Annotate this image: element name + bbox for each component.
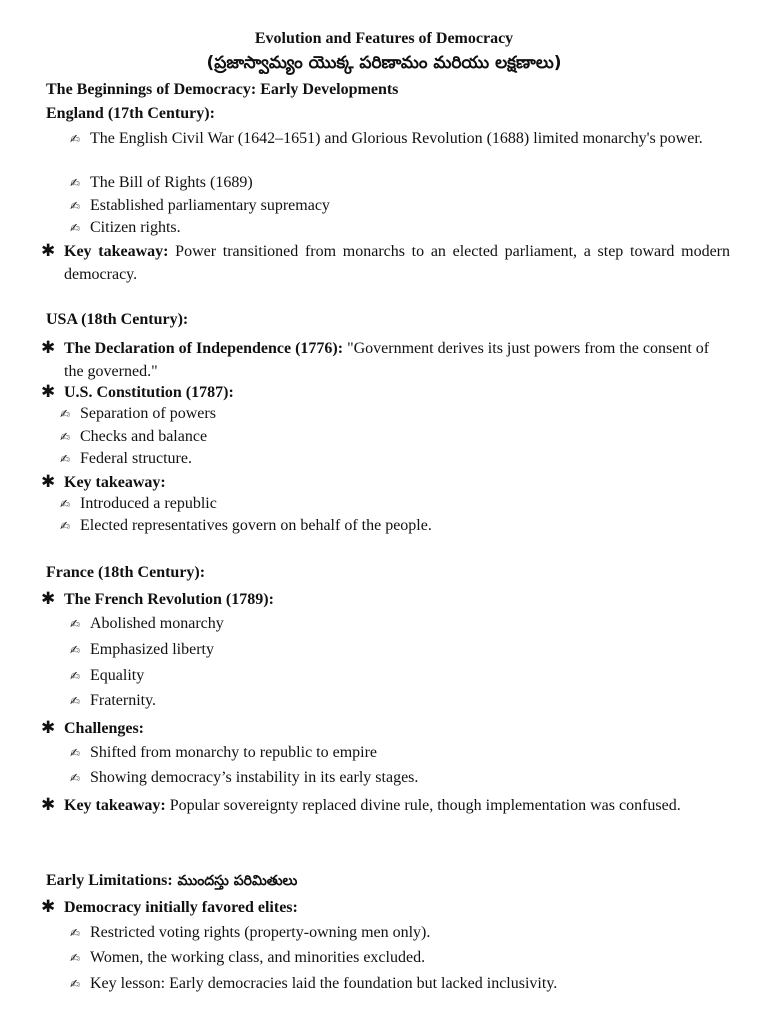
key-takeaway-text: Popular sovereignty replaced divine rule, though implementation was confused. [165,797,681,814]
list-item-text: Fraternity. [90,692,157,709]
list-item [70,128,730,151]
writing-hand-icon: ✍ [70,926,81,940]
list-item [70,922,730,945]
list-item [70,665,730,688]
constitution-label-text: U.S. Constitution (1787): [64,384,234,401]
challenges-label-text: Challenges: [64,720,144,737]
key-takeaway-label: Key takeaway: [64,243,169,260]
declaration-label: The Declaration of Independence (1776): [64,340,344,357]
revolution-label [64,588,730,611]
asterisk-icon: ✱ [41,795,56,815]
list-item [70,947,730,970]
declaration-item [64,337,730,383]
key-takeaway-usa [64,471,730,494]
writing-hand-icon: ✍ [60,519,71,533]
list-item [70,195,730,218]
key-takeaway-label: Key takeaway: [64,797,166,814]
list-item-text: Checks and balance [80,428,208,445]
list-item-text: Equality [90,667,145,684]
list-item-text: Separation of powers [80,405,216,422]
list-item-text: Abolished monarchy [90,615,224,632]
writing-hand-icon: ✍ [70,694,81,708]
writing-hand-icon: ✍ [60,452,71,466]
list-item [70,742,730,765]
writing-hand-icon: ✍ [70,132,81,146]
writing-hand-icon: ✍ [70,977,81,991]
revolution-label-text: The French Revolution (1789): [64,591,274,608]
list-item [60,515,432,538]
key-takeaway-england [64,240,730,286]
writing-hand-icon: ✍ [60,497,71,511]
list-item-text: Citizen rights. [90,219,181,236]
asterisk-icon: ✱ [41,338,56,358]
writing-hand-icon: ✍ [70,643,81,657]
writing-hand-icon: ✍ [70,771,81,785]
writing-hand-icon: ✍ [70,617,81,631]
list-item-text: Elected representatives govern on behalf of the people. [80,517,432,534]
list-item-text: Women, the working class, and minorities excluded. [90,949,426,966]
list-item [70,639,730,662]
asterisk-icon: ✱ [41,472,56,492]
list-item-text: Established parliamentary supremacy [90,197,330,214]
section-heading-limitations-en: Early Limitations: [46,872,173,889]
section-heading-usa: USA (18th Century): [46,311,189,328]
section-heading-england: England (17th Century): [46,105,215,122]
writing-hand-icon: ✍ [70,669,81,683]
writing-hand-icon: ✍ [70,199,81,213]
page-title: Evolution and Features of Democracy [254,30,514,47]
challenges-label [64,717,730,740]
section-heading-limitations [46,872,297,892]
list-item [70,172,730,195]
list-item-text: The English Civil War (1642–1651) and Glorious Revolution (1688) limited monarchy's power. [90,130,703,147]
list-item [70,973,730,996]
list-item-text: Showing democracy’s instability in its early stages. [90,769,419,786]
list-item-text: Shifted from monarchy to republic to empire [90,744,378,761]
section-heading-beginnings: The Beginnings of Democracy: Early Developments [46,81,399,98]
key-takeaway-label: Key takeaway: [64,474,166,491]
list-item [70,217,730,240]
list-item [70,690,730,713]
asterisk-icon: ✱ [41,897,56,917]
list-item-text: Restricted voting rights (property-owning men only). [90,924,431,941]
elites-label-text: Democracy initially favored elites: [64,899,298,916]
asterisk-icon: ✱ [41,382,56,402]
list-item [60,448,192,471]
list-item [70,767,730,790]
list-item-text: Federal structure. [80,450,192,467]
asterisk-icon: ✱ [41,718,56,738]
asterisk-icon: ✱ [41,241,56,261]
key-takeaway-text: Power transitioned from monarchs to an elected parliament, a step toward modern democracy. [64,243,730,283]
list-item-text: Key lesson: Early democracies laid the foundation but lacked inclusivity. [90,975,558,992]
asterisk-icon: ✱ [41,589,56,609]
list-item [60,426,207,449]
elites-label [64,896,730,919]
constitution-label [64,381,730,404]
page-subtitle: (ప్రజాస్వామ్యం యొక్క పరిణామం మరియు లక్షణాలు) [206,53,562,73]
writing-hand-icon: ✍ [60,407,71,421]
list-item [70,613,730,636]
writing-hand-icon: ✍ [60,430,71,444]
list-item-text: Introduced a republic [80,495,217,512]
writing-hand-icon: ✍ [70,951,81,965]
list-item [60,403,216,426]
list-item-text: Emphasized liberty [90,641,214,658]
section-heading-limitations-te: ముందస్తు పరిమితులు [172,873,298,889]
writing-hand-icon: ✍ [70,176,81,190]
writing-hand-icon: ✍ [70,746,81,760]
list-item-text: The Bill of Rights (1689) [90,174,253,191]
declaration-text: "Government derives its just powers from the consent of the governed." [64,340,710,380]
writing-hand-icon: ✍ [70,221,81,235]
key-takeaway-france [64,794,704,817]
section-heading-france: France (18th Century): [46,564,206,581]
list-item [60,493,217,516]
